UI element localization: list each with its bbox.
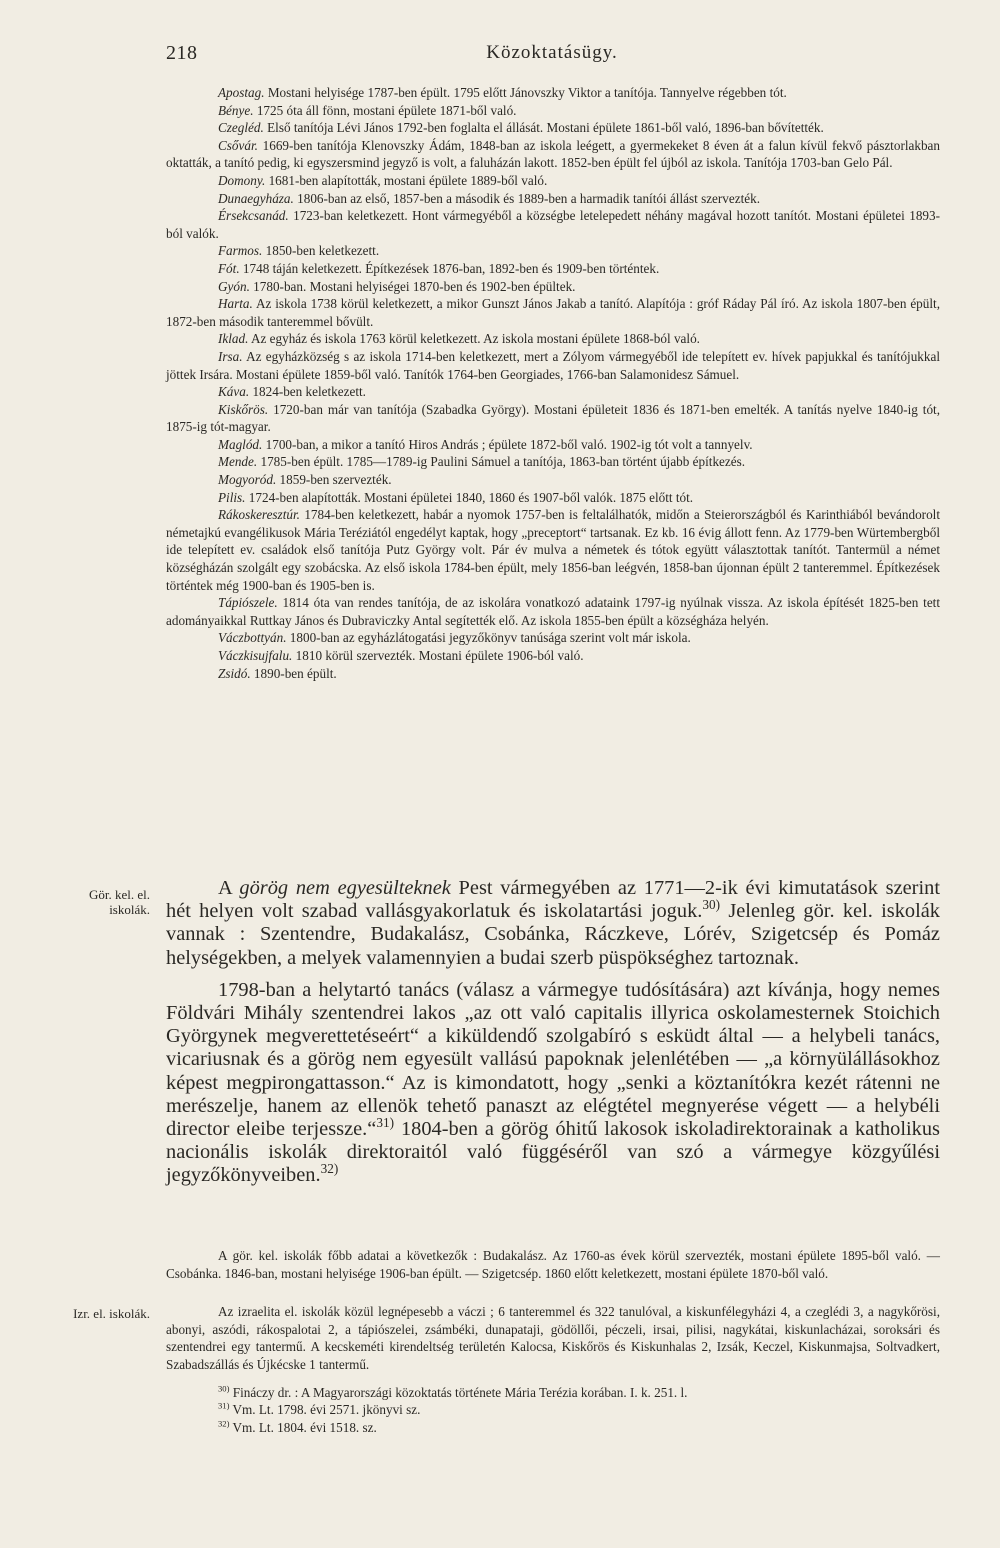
list-entry: Tápiószele. 1814 óta van rendes tanítója, de az iskolára vonatkozó adataink 1797-ig nyúlnak vissza. Az iskola építését 1825-ben tett adományaikkal Ruttkay János és Dubraviczky Antal segítették elő. Az iskola 1855-ben épült a községháza helyén. [166, 595, 940, 628]
paragraph: A görög nem egyesülteknek Pest vármegyében az 1771—2-ik évi kimutatások szerint hét helyen volt szabad vallásgyakorlatuk és iskolatartási joguk.$^{30)}$ Jelenleg gör. kel. iskolák vannak : Szentendre, Budakalász, Csobánka, Ráczkeve, Lórév, Szigetcsép és Pomáz helységekben, a melyek valamennyien a budai szerb püspökséghez tartoznak. [166, 877, 941, 969]
list-entry: Rákoskeresztúr. 1784-ben keletkezett, habár a nyomok 1757-ben is feltalálhatók, midőn a Steierországból és Karinthiából bevándorolt németajkú evangélikusok Mária Teréziától engedélyt kaptak, hogy „preceptort“ tartsanak. Ez kb. 16 évig állott fenn. Az 1779-ben Würtembergből ide telepített ev. családok első tanítója Putz György volt. Pár év mulva a németek és tótok együtt választottak tanítót. Tantermül a német községházán szolgált egy szobácska. Az első iskola 1784-ben épült, mely 1856-ban leégvén, 1858-ban újonnan épült 2 tanteremmel. Építkezések történtek még 1900-ban és 1905-ben is. [166, 507, 940, 593]
list-entry: Iklad. Az egyház és iskola 1763 körül keletkezett. Az iskola mostani épülete 1868-ból való. [218, 331, 700, 347]
footnote-ref: 32) [320, 1161, 339, 1177]
footnote: $^{30)}$ Fináczy dr. : A Magyarországi közoktatás története Mária Terézia korában. I. k. 251. l. [218, 1383, 688, 1400]
footnote-ref: 30) [702, 897, 721, 913]
margin-note-greek: Gör. kel. el. iskolák. [88, 887, 150, 917]
paragraph: A gör. kel. iskolák főbb adatai a következők : Budakalász. Az 1760-as évek körül szervezték, mostani épülete 1895-ből való. — Csobánka. 1846-ban, mostani helyisége 1906-ban épült. — Szigetcsép. 1860 előtt keletkezett, mostani épülete 1870-ből való. [166, 1248, 940, 1281]
list-entry: Kiskőrös. 1720-ban már van tanítója (Szabadka György). Mostani épületeit 1836 és 1871-ben emelték. A tanítás nyelve 1840-ig tót, 1875-ig tót-magyar. [166, 401, 940, 435]
list-entry: Érsekcsanád. 1723-ban keletkezett. Hont vármegyéből a községbe letelepedett néhány magával hozott tanítót. Mostani épületei 1893-ból valók. [166, 208, 940, 241]
jewish-schools-section [166, 1303, 940, 1373]
list-entry: Mogyoród. 1859-ben szervezték. [218, 472, 392, 488]
paragraph: 1798-ban a helytartó tanács (válasz a vármegye tudósítására) azt kívánja, hogy nemes Földvári Mihály szentendrei lakos „az ott való capitalis illyrica oskolamesternek Stoichich Györgynek megverettetéseért“ a kiküldendő szolgabíró s esküdt által — a helybeli tanács, vicariusnak és a görög nem egyesült vallású papoknak jelenlétében — „a környülállásokhoz képest megpirongattasson.“ Az is kimondatott, hogy „senki a köztanítókra kezét rátenni ne merészelje, hanem az ellenök tehető panaszt az elégtétel megnyerése végett — a helybéli director eleibe terjessze.“$^{31)}$ 1804-ben a görög óhitű lakosok iskoladirektorainak a katholikus nacionális iskolák direktoraitól való függéséről van szó a vármegye közgyűlési jegyzőkönyveiben.$^{32)}$ [166, 978, 940, 1187]
page-number: 218 [166, 42, 198, 64]
running-title: Közoktatásügy. [486, 42, 618, 63]
list-entry: Domony. 1681-ben alapították, mostani épülete 1889-ből való. [218, 172, 548, 188]
list-entry: Bénye. 1725 óta áll fönn, mostani épülete 1871-ből való. [218, 102, 517, 118]
list-entry: Apostag. Mostani helyisége 1787-ben épült. 1795 előtt Jánovszky Viktor a tanítója. Tannyelve régebben tót. [218, 85, 787, 100]
list-entry: Mende. 1785-ben épült. 1785—1789-ig Paulini Sámuel a tanítója, 1863-ban történt újabb építkezés. [218, 454, 746, 470]
list-entry: Váczkisujfalu. 1810 körül szervezték. Mostani épülete 1906-ból való. [218, 648, 584, 663]
list-entry: Gyón. 1780-ban. Mostani helyiségei 1870-ben és 1902-ben épültek. [218, 278, 576, 294]
list-entry: Czegléd. Első tanítója Lévi János 1792-ben foglalta el állását. Mostani épülete 1861-ből való, 1896-ban bővítették. [218, 120, 824, 136]
margin-note-jewish: Izr. el. iskolák. [73, 1306, 150, 1321]
footnote: $^{31)}$ Vm. Lt. 1798. évi 2571. jkönyvi sz. [218, 1401, 421, 1418]
list-entry: Váczbottyán. 1800-ban az egyházlátogatási jegyzőkönyv tanúsága szerint volt már iskola. [218, 630, 691, 646]
greek-school-details [166, 1247, 940, 1282]
paragraph: Az izraelita el. iskolák közül legnépesebb a váczi ; 6 tanteremmel és 322 tanulóval, a kiskunfélegyházi 4, a czeglédi 3, a nagykőrösi, abonyi, aszódi, rákospalotai 2, a tápiószelei, zsámbéki, dunapataji, gödöllői, péczeli, irsai, pilisi, nagykátai, kiskunlacházai, soroksári és szentendrei egy tantermű. A kecskeméti kirendeltség területén Kalocsa, Kiskőrös és Kiskunhalas 2, Izsák, Keczel, Kiskunmajsa, Soltvadkert, Szabadszállás és Újkécske 1 tantermű. [166, 1304, 940, 1372]
greek-orthodox-section [166, 877, 940, 1188]
footnote: $^{32)}$ Vm. Lt. 1804. évi 1518. sz. [218, 1418, 377, 1435]
footnotes [166, 1384, 940, 1436]
footnote-ref: 31) [376, 1115, 394, 1131]
list-entry: Harta. Az iskola 1738 körül keletkezett, a mikor Gunszt János Jakab a tanító. Alapítója : gróf Ráday Pál író. Az iskola 1807-ben épült, 1872-ben második tanteremmel bővült. [166, 296, 940, 329]
list-entry: Zsidó. 1890-ben épült. [218, 665, 337, 681]
list-entry: Irsa. Az egyházközség s az iskola 1714-ben keletkezett, mert a Zólyom vármegyéből ide telepített ev. hívek papjukkal és tanítójukkal jöttek Irsára. Mostani épülete 1859-ből való. Tanítók 1764-ben Georgiades, 1766-ban Salamonidesz Sámuel. [166, 348, 940, 382]
list-entry: Dunaegyháza. 1806-ban az első, 1857-ben a második és 1889-ben a harmadik tanítói állást szervezték. [218, 190, 761, 206]
list-entry: Csővár. 1669-ben tanítója Klenovszky Ádám, 1848-ban az iskola leégett, a gyermekeket 8 éven át a falun kívül fekvő pásztorlakban oktatták, a tanító pedig, ki egyszersmind jegyző is volt, a faluházán lakott. 1852-ben épült fel újból az iskola. Tanítója 1703-ban Gelo Pál. [166, 137, 940, 171]
list-entry: Fót. 1748 táján keletkezett. Építkezések 1876-ban, 1892-ben és 1909-ben történtek. [218, 260, 660, 276]
list-entry: Káva. 1824-ben keletkezett. [218, 384, 366, 400]
list-entry: Maglód. 1700-ban, a mikor a tanító Hiros András ; épülete 1872-ből való. 1902-ig tót volt a tannyelv. [218, 436, 753, 452]
page-header [166, 42, 938, 66]
list-entry: Pilis. 1724-ben alapították. Mostani épületei 1840, 1860 és 1907-ből valók. 1875 előtt tót. [218, 489, 694, 505]
list-entry: Farmos. 1850-ben keletkezett. [218, 243, 380, 259]
parish-school-list [166, 84, 940, 682]
